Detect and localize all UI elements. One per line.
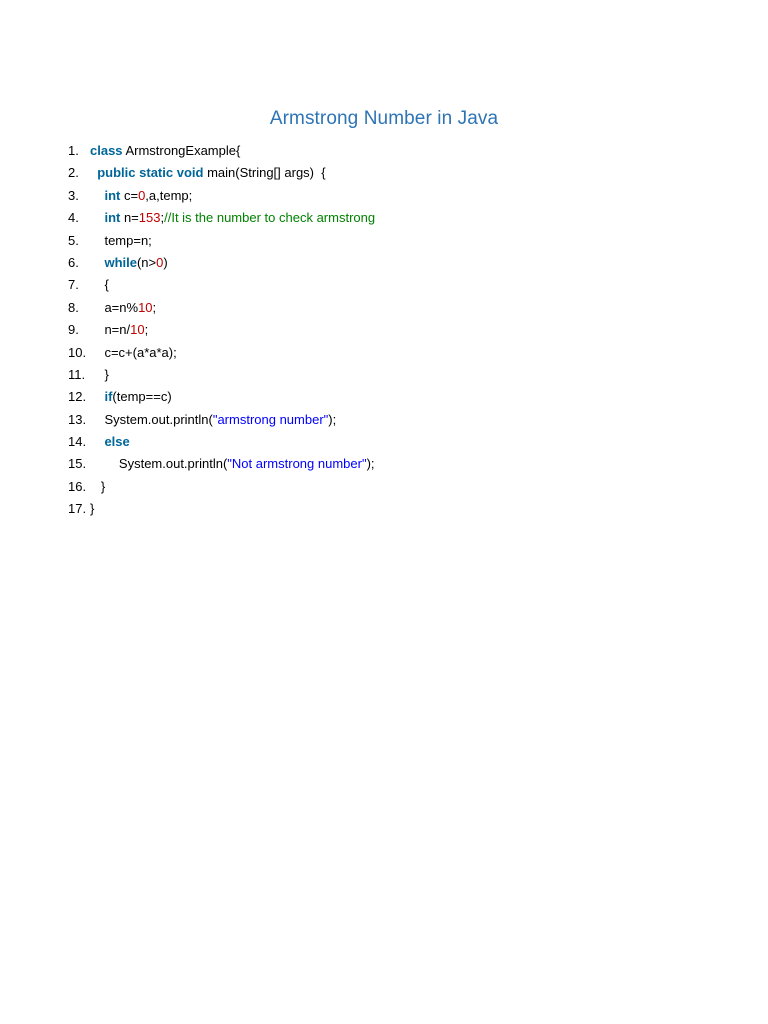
code-number-literal: 153: [138, 210, 161, 226]
code-indent: [90, 255, 104, 270]
code-keyword: if: [104, 389, 113, 405]
line-number: 6.: [68, 254, 79, 270]
code-indent: [90, 367, 104, 382]
code-content: [90, 364, 109, 386]
code-content: [90, 342, 177, 364]
code-text: System.out.println(: [104, 411, 213, 427]
line-number: 13.: [68, 411, 87, 427]
code-line: [68, 207, 708, 229]
code-comment: //It is the number to check armstrong: [164, 210, 376, 226]
code-number-literal: 0: [138, 187, 146, 203]
code-line: [68, 386, 708, 408]
line-number: 9.: [68, 322, 79, 338]
line-number: 7.: [68, 277, 79, 293]
code-line: [68, 297, 708, 319]
code-line: [68, 498, 708, 520]
line-number: 3.: [68, 187, 79, 203]
code-line: [68, 476, 708, 498]
code-line: [68, 140, 708, 162]
code-content: [90, 386, 172, 408]
code-indent: [90, 456, 119, 471]
code-text: c=: [120, 187, 139, 203]
code-indent: [90, 345, 104, 360]
code-text: System.out.println(: [118, 456, 228, 472]
code-text: n=: [120, 210, 139, 226]
code-content: [90, 274, 109, 296]
code-indent: [90, 479, 101, 494]
code-keyword: else: [104, 434, 130, 450]
code-content: [90, 498, 94, 520]
line-number: 16.: [68, 478, 87, 494]
code-content: [90, 476, 105, 498]
code-keyword: int: [104, 210, 121, 226]
line-number: 11.: [68, 366, 86, 382]
code-content: [90, 431, 130, 453]
code-text: }: [104, 366, 109, 382]
code-content: [90, 409, 336, 431]
code-line: [68, 431, 708, 453]
code-text: ArmstrongExample{: [122, 143, 241, 158]
code-content: [90, 185, 192, 207]
code-content: [90, 140, 240, 162]
line-number: 10.: [68, 344, 87, 360]
code-keyword: int: [104, 187, 121, 203]
code-text: ): [163, 254, 168, 270]
code-text: );: [366, 456, 375, 472]
code-keyword: while: [104, 254, 137, 270]
line-number: 1.: [68, 143, 79, 158]
code-number-literal: 0: [156, 254, 164, 270]
code-text: ;: [152, 299, 157, 315]
code-indent: [90, 233, 104, 248]
code-text: ;: [160, 210, 165, 226]
code-text: c=c+(a*a*a);: [104, 344, 177, 360]
code-text: ;: [144, 322, 149, 338]
page-title: Armstrong Number in Java: [269, 108, 499, 129]
code-string-literal: "Not armstrong number": [227, 456, 367, 472]
code-keyword: static: [139, 165, 174, 181]
code-indent: [90, 210, 104, 225]
code-text: }: [90, 501, 95, 517]
code-line: [68, 319, 708, 341]
code-keyword: class: [90, 143, 123, 158]
code-text: {: [104, 277, 109, 293]
code-content: [90, 297, 156, 319]
code-text: }: [100, 478, 106, 494]
code-line: [68, 364, 708, 386]
line-number: 12.: [68, 389, 87, 405]
code-line: [68, 185, 708, 207]
code-content: [90, 252, 168, 274]
code-text: main(String[] args) {: [203, 165, 326, 181]
code-text: temp=n;: [104, 232, 152, 248]
code-text: (n>: [136, 254, 157, 270]
code-indent: [90, 322, 104, 337]
code-text: a=n%: [104, 299, 139, 315]
code-content: [90, 453, 375, 475]
code-listing: [68, 140, 708, 521]
code-indent: [90, 300, 104, 315]
code-line: [68, 252, 708, 274]
code-keyword: public: [97, 165, 136, 181]
code-indent: [90, 188, 104, 203]
code-text: (temp==c): [112, 389, 172, 405]
code-text: );: [328, 411, 337, 427]
code-indent: [90, 412, 104, 427]
code-text: n=n/: [104, 322, 131, 338]
line-number: 14.: [68, 434, 87, 450]
code-line: [68, 409, 708, 431]
line-number: 8.: [68, 299, 79, 315]
line-number: 17.: [68, 501, 87, 517]
code-content: [90, 162, 326, 184]
line-number: 5.: [68, 232, 79, 248]
code-indent: [90, 389, 104, 404]
code-line: [68, 162, 708, 184]
line-number: 4.: [68, 210, 79, 226]
line-number: 15.: [68, 456, 87, 472]
code-string-literal: "armstrong number": [212, 411, 329, 427]
code-content: [90, 230, 152, 252]
line-number: 2.: [68, 165, 79, 181]
code-line: [68, 230, 708, 252]
code-indent: [90, 277, 104, 292]
code-text: ,a,temp;: [145, 187, 193, 203]
code-indent: [90, 434, 104, 449]
code-line: [68, 274, 708, 296]
code-keyword: void: [176, 165, 204, 181]
code-content: [90, 207, 375, 229]
code-content: [90, 319, 148, 341]
code-line: [68, 453, 708, 475]
code-number-literal: 10: [138, 299, 153, 315]
code-number-literal: 10: [130, 322, 145, 338]
code-line: [68, 342, 708, 364]
